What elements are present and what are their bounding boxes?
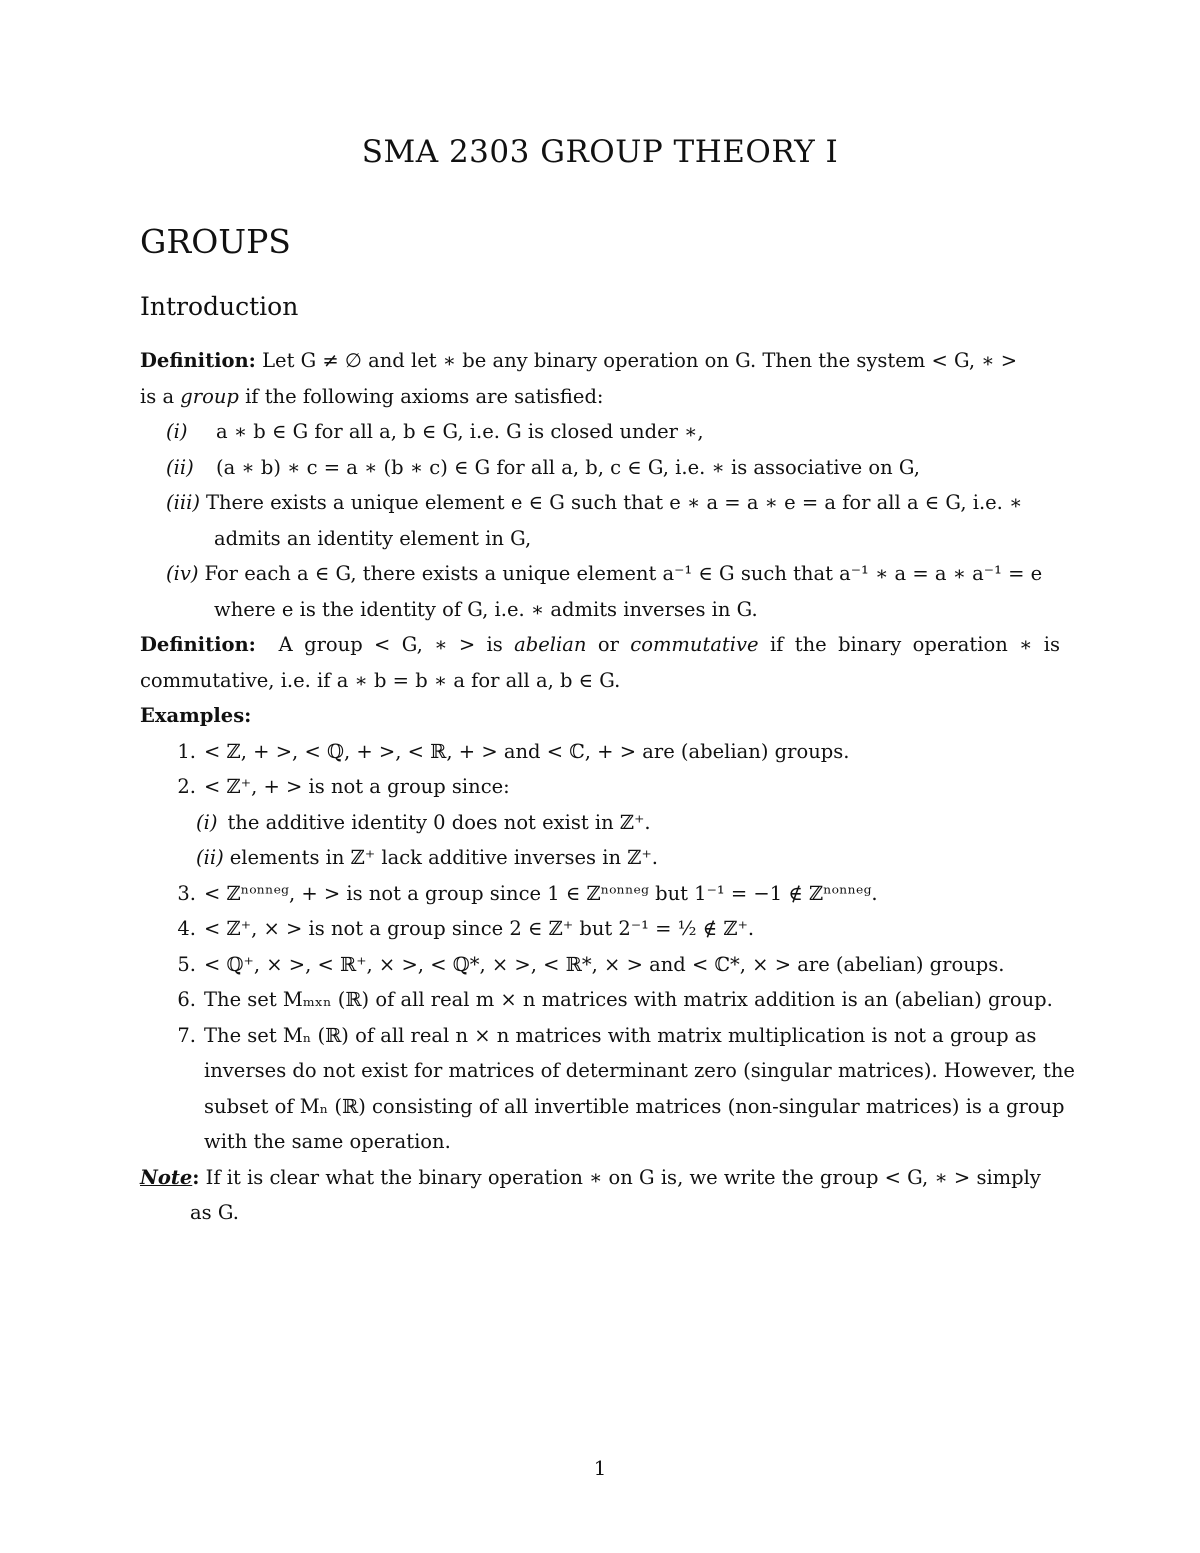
axiom-label: (ii) xyxy=(166,455,194,479)
axiom-label: (iv) xyxy=(166,562,199,585)
example-item xyxy=(140,769,1060,805)
definition-group-line1 xyxy=(140,343,1060,379)
axiom-label: (i) xyxy=(166,420,188,443)
definition-text: Let G ≠ ∅ and let ∗ be any binary operation on G. Then the system < G, ∗ > xyxy=(262,349,1018,372)
axiom-text: (a ∗ b) ∗ c = a ∗ (b ∗ c) ∈ G for all a, b, c ∈ G, i.e. ∗ is associative on G, xyxy=(216,455,920,479)
example-item xyxy=(140,982,1060,1018)
note-continuation: as G. xyxy=(190,1201,239,1224)
definition-text: A group < G, ∗ > is xyxy=(278,633,515,656)
definition-group-line2 xyxy=(140,379,1060,415)
term-commutative: commutative xyxy=(630,633,759,656)
definition-text: is a xyxy=(140,384,181,408)
definition-text: if the following axioms are satisfied: xyxy=(238,384,604,408)
example-text: < ℤⁿᵒⁿⁿᵉᵍ, + > is not a group since 1 ∈ ℤⁿᵒⁿⁿᵉᵍ but 1⁻¹ = −1 ∉ ℤⁿᵒⁿⁿᵉᵍ. xyxy=(204,881,878,905)
example-item xyxy=(140,911,1060,947)
chapter-heading: GROUPS xyxy=(140,222,291,261)
example-number: 3. xyxy=(177,881,196,905)
page-number: 1 xyxy=(593,1456,607,1480)
example-item xyxy=(140,734,1060,770)
subitem-label: (ii) xyxy=(196,846,224,869)
example-number: 2. xyxy=(177,775,196,798)
example-text: < ℚ⁺, × >, < ℝ⁺, × >, < ℚ*, × >, < ℝ*, × > and < ℂ*, × > are (abelian) groups. xyxy=(204,952,1005,976)
axiom-text: a ∗ b ∈ G for all a, b ∈ G, i.e. G is closed under ∗, xyxy=(216,420,704,443)
note-text: If it is clear what the binary operation ∗ on G is, we write the group < G, ∗ > simply xyxy=(205,1165,1041,1189)
example-text: The set Mₙ (ℝ) of all real n × n matrices with matrix multiplication is not a group as xyxy=(204,1023,1037,1047)
example-text: < ℤ, + >, < ℚ, + >, < ℝ, + > and < ℂ, + > are (abelian) groups. xyxy=(204,739,850,763)
note-line xyxy=(140,1160,1060,1196)
example-number: 5. xyxy=(177,952,196,976)
definition-label: Definition: xyxy=(140,633,256,656)
document-body xyxy=(140,343,1075,1231)
example-number: 1. xyxy=(177,739,196,763)
example-subitem xyxy=(140,840,1060,876)
axiom-item xyxy=(140,485,1060,521)
example-number: 7. xyxy=(177,1023,196,1047)
definition-text: if the binary operation ∗ is xyxy=(758,633,1060,656)
document-title: SMA 2303 GROUP THEORY I xyxy=(361,134,839,170)
example-text: < ℤ⁺, × > is not a group since 2 ∈ ℤ⁺ but 2⁻¹ = ½ ∉ ℤ⁺. xyxy=(204,917,755,940)
axiom-item xyxy=(140,556,1060,592)
definition-text: or xyxy=(586,633,631,656)
example-item xyxy=(140,1018,1060,1054)
definition-abelian-line1 xyxy=(140,627,1060,663)
example-text: The set Mₘₓₙ (ℝ) of all real m × n matrices with matrix addition is an (abelian) group. xyxy=(204,988,1053,1011)
axiom-item xyxy=(140,450,1060,486)
examples-label: Examples: xyxy=(140,704,252,727)
axiom-continuation: where e is the identity of G, i.e. ∗ admits inverses in G. xyxy=(214,597,758,621)
subitem-text: the additive identity 0 does not exist in ℤ⁺. xyxy=(227,810,651,834)
axiom-item xyxy=(140,414,1060,450)
axiom-text: For each a ∈ G, there exists a unique element a⁻¹ ∈ G such that a⁻¹ ∗ a = a ∗ a⁻¹ = e xyxy=(204,562,1043,585)
term-group: group xyxy=(180,384,239,408)
axiom-label: (iii) xyxy=(166,491,200,514)
examples-heading xyxy=(140,698,1060,734)
example-item xyxy=(140,947,1060,983)
term-abelian: abelian xyxy=(514,633,587,656)
definition-abelian-line2: commutative, i.e. if a ∗ b = b ∗ a for all a, b ∈ G. xyxy=(140,668,621,692)
example-continuation: subset of Mₙ (ℝ) consisting of all invertible matrices (non-singular matrices) is a group xyxy=(204,1094,1065,1118)
definition-label: Definition: xyxy=(140,349,256,372)
example-text: < ℤ⁺, + > is not a group since: xyxy=(204,775,510,798)
axiom-continuation: admits an identity element in G, xyxy=(214,526,532,550)
example-number: 4. xyxy=(177,917,196,940)
example-item xyxy=(140,876,1060,912)
example-continuation: with the same operation. xyxy=(204,1130,451,1153)
subitem-text: elements in ℤ⁺ lack additive inverses in ℤ⁺. xyxy=(229,846,658,869)
note-label: Note xyxy=(140,1165,193,1189)
subitem-label: (i) xyxy=(196,810,218,834)
axiom-text: There exists a unique element e ∈ G such that e ∗ a = a ∗ e = a for all a ∈ G, i.e. ∗ xyxy=(205,491,1023,514)
note-colon: : xyxy=(192,1165,200,1189)
example-continuation: inverses do not exist for matrices of determinant zero (singular matrices). However, the xyxy=(204,1059,1075,1082)
example-number: 6. xyxy=(177,988,196,1011)
example-subitem xyxy=(140,805,1060,841)
section-heading: Introduction xyxy=(140,292,299,321)
